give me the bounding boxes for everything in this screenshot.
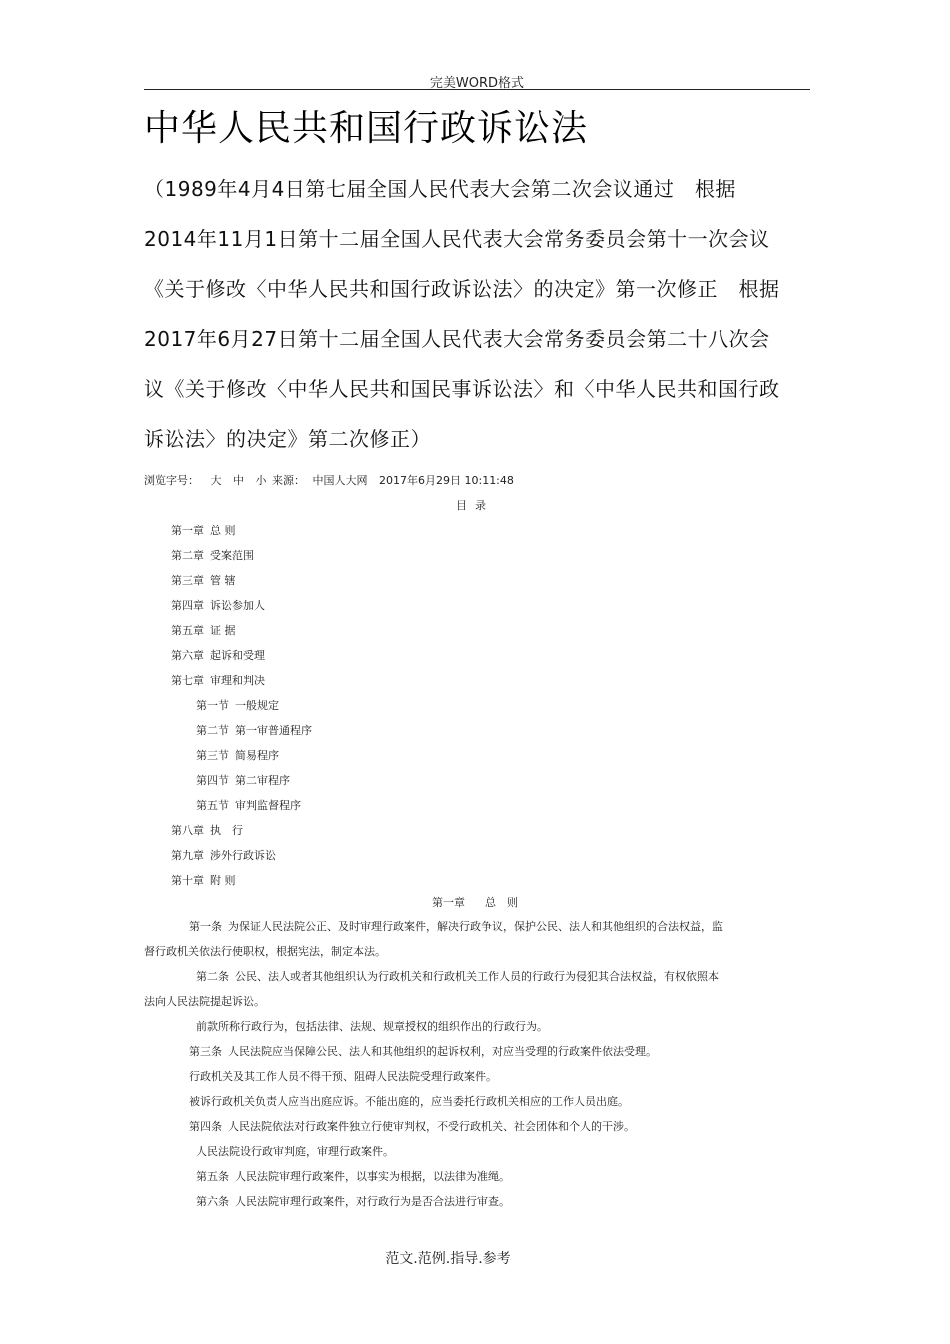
toc-item-name: 总 则 [210,524,236,537]
meta-line [144,472,522,488]
subtitle-line: 2014年11月1日第十二届全国人民代表大会常务委员会第十一次会议 [144,227,770,251]
document-title: 中华人民共和国行政诉讼法 [144,108,589,149]
toc-item-name: 管 辖 [210,574,236,587]
toc-item-number: 第一节 [196,699,229,712]
paragraph: 人民法院设行政审判庭，审理行政案件。 [196,1145,394,1158]
toc-subitem[interactable] [196,722,312,738]
font-size-label: 浏览字号： [144,474,199,487]
toc-item-name: 诉讼参加人 [210,599,265,612]
article-paragraph [189,1114,635,1139]
paragraph-text: 为保证人民法院公正、及时审理行政案件，解决行政争议，保护公民、法人和其他组织的合法权益，监 [228,920,723,933]
toc-item-name: 审判监督程序 [235,799,301,812]
paragraph: 行政机关及其工作人员不得干预、阻碍人民法院受理行政案件。 [189,1070,497,1083]
toc-item[interactable] [171,597,265,613]
article-number: 第五条 [196,1170,229,1183]
toc-item-number: 第三节 [196,749,229,762]
toc-item-name: 证 据 [210,624,236,637]
toc-item-number: 第五章 [171,624,204,637]
toc-item-number: 第二节 [196,724,229,737]
subtitle-line: 诉讼法〉的决定》第二次修正） [144,427,431,451]
article-paragraph [189,914,723,939]
toc-item[interactable] [171,572,236,588]
publish-datetime: 2017年6月29日 10:11:48 [379,474,514,487]
chapter-heading [0,894,950,910]
article-number: 第一条 [189,920,222,933]
toc-item-name: 起诉和受理 [210,649,265,662]
subtitle-line: 2017年6月27日第十二届全国人民代表大会常务委员会第二十八次会 [144,327,770,351]
article-paragraph [196,964,719,989]
toc-item-name: 附 则 [210,874,236,887]
toc-item[interactable] [171,872,236,888]
toc-subitem[interactable] [196,747,279,763]
toc-item-number: 第二章 [171,549,204,562]
header-rule [144,89,810,90]
toc-item[interactable] [171,647,265,663]
toc-item-number: 第一章 [171,524,204,537]
toc-item-name: 受案范围 [210,549,254,562]
toc-title: 目录 [456,499,494,512]
toc-item[interactable] [171,672,265,688]
toc-item-name: 第一审普通程序 [235,724,312,737]
toc-item[interactable] [171,522,236,538]
paragraph-text: 人民法院审理行政案件，对行政行为是否合法进行审查。 [235,1195,510,1208]
toc-subitem[interactable] [196,797,301,813]
toc-subitem[interactable] [196,772,290,788]
page-header: 完美WORD格式 [429,76,525,91]
toc-item-number: 第七章 [171,674,204,687]
toc-item[interactable] [171,822,243,838]
article-paragraph [189,1039,657,1064]
article-number: 第六条 [196,1195,229,1208]
paragraph-text: 人民法院依法对行政案件独立行使审判权，不受行政机关、社会团体和个人的干涉。 [228,1120,635,1133]
font-size-small-link[interactable]: 小 [255,474,267,487]
font-size-medium-link[interactable]: 中 [233,474,244,487]
toc-item-number: 第六章 [171,649,204,662]
article-number: 第三条 [189,1045,222,1058]
toc-item-name: 简易程序 [235,749,279,762]
toc-item-name: 审理和判决 [210,674,265,687]
chapter-name: 总 则 [485,896,518,909]
article-number: 第二条 [196,970,229,983]
article-number: 第四条 [189,1120,222,1133]
paragraph-text: 人民法院应当保障公民、法人和其他组织的起诉权利，对应当受理的行政案件依法受理。 [228,1045,657,1058]
paragraph-text: 公民、法人或者其他组织认为行政机关和行政机关工作人员的行政行为侵犯其合法权益，有权依照本 [235,970,719,983]
toc-item-name: 执 行 [210,824,243,837]
toc-item-number: 第四节 [196,774,229,787]
subtitle-line: （1989年4月4日第七届全国人民代表大会第二次会议通过 根据 [144,177,736,201]
toc-subitem[interactable] [196,697,279,713]
source-name: 中国人大网 [312,474,368,487]
toc-item[interactable] [171,847,276,863]
toc-item[interactable] [171,547,254,563]
toc-item-name: 涉外行政诉讼 [210,849,276,862]
subtitle-line: 议《关于修改〈中华人民共和国民事诉讼法〉和〈中华人民共和国行政 [144,377,780,401]
paragraph-text: 人民法院审理行政案件，以事实为根据，以法律为准绳。 [235,1170,510,1183]
article-paragraph [196,1164,510,1189]
paragraph: 被诉行政机关负责人应当出庭应诉。不能出庭的，应当委托行政机关相应的工作人员出庭。 [189,1095,629,1108]
toc-item-number: 第九章 [171,849,204,862]
page-footer: 范文.范例.指导.参考 [385,1251,511,1267]
toc-item-number: 第八章 [171,824,204,837]
chapter-number: 第一章 [432,896,465,909]
paragraph-continuation: 法向人民法院提起诉讼。 [144,995,265,1008]
article-paragraph [196,1189,510,1214]
toc-item[interactable] [171,622,236,638]
toc-item-number: 第四章 [171,599,204,612]
toc-item-name: 一般规定 [235,699,279,712]
font-size-large-link[interactable]: 大 [210,474,222,487]
paragraph-continuation: 督行政机关依法行使职权，根据宪法，制定本法。 [144,945,386,958]
source-label: 来源： [272,474,305,487]
toc-item-name: 第二审程序 [235,774,290,787]
subtitle-line: 《关于修改〈中华人民共和国行政诉讼法〉的决定》第一次修正 根据 [144,277,780,301]
toc-item-number: 第三章 [171,574,204,587]
paragraph: 前款所称行政行为，包括法律、法规、规章授权的组织作出的行政行为。 [196,1020,548,1033]
toc-item-number: 第五节 [196,799,229,812]
toc-item-number: 第十章 [171,874,204,887]
